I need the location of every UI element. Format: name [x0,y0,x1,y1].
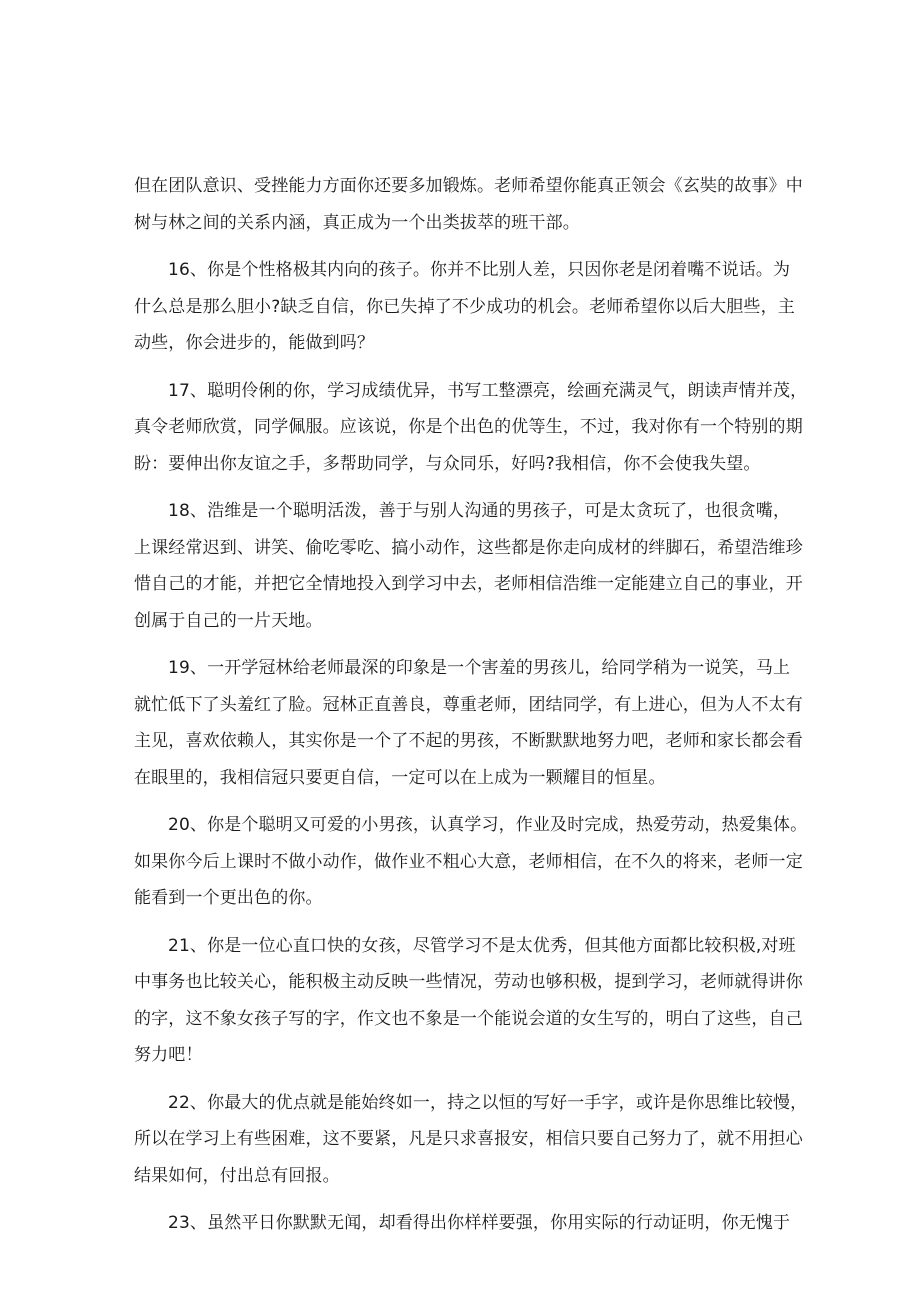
paragraph-comment-16 [134,252,794,362]
text-line: 但在团队意识、受挫能力方面你还要多加锻炼。老师希望你能真正领会《玄奘的故事》中 [134,176,803,196]
text-line: 能看到一个更出色的你。 [134,888,323,908]
text-line: 创属于自己的一片天地。 [134,610,323,631]
text-line: 18、浩维是一个聪明活泼，善于与别人沟通的男孩子，可是太贪玩了，也很贪嘴， [168,501,791,521]
text-line: 23、虽然平日你默默无闻，却看得出你样样要强，你用实际的行动证明，你无愧于 [168,1213,791,1233]
text-line: 动些，你会进步的，能做到吗？ [134,333,375,353]
paragraph-comment-18 [134,493,803,639]
text-line: 所以在学习上有些困难，这不要紧，凡是只求喜报安，相信只要自己努力了，就不用担心 [134,1129,803,1149]
text-line: 主见，喜欢依赖人，其实你是一个了不起的男孩，不断默默地努力吧，老师和家长都会看 [134,731,803,751]
paragraph-comment-17 [134,373,808,483]
text-line: 真令老师欣赏，同学佩服。应该说，你是个出色的优等生，不过，我对你有一个特别的期 [134,417,803,437]
paragraph-comment-23 [134,1205,794,1242]
text-line: 的字，这不象女孩子写的字，作文也不象是一个能说会道的女生写的，明白了这些，自己 [134,1008,803,1029]
text-line: 就忙低下了头羞红了脸。冠林正直善良，尊重老师，团结同学，有上进心，但为人不太有 [134,694,803,715]
text-line: 盼：要伸出你友谊之手，多帮助同学，与众同乐，好吗?我相信，你不会使我失望。 [134,453,761,474]
text-line: 16、你是个性格极其内向的孩子。你并不比别人差，只因你老是闭着嘴不说话。为 [168,260,791,280]
paragraph-comment-20 [134,807,808,917]
text-line: 中事务也比较关心，能积极主动反映一些情况，劳动也够积极，提到学习，老师就得讲你 [134,972,803,992]
paragraph-comment-19 [134,650,803,796]
text-line: 在眼里的，我相信冠只要更自信，一定可以在上成为一颗耀目的恒星。 [134,767,666,788]
text-line: 什么总是那么胆小?缺乏自信，你已失掉了不少成功的机会。老师希望你以后大胆些，主 [134,296,795,317]
text-line: 19、一开学冠林给老师最深的印象是一个害羞的男孩儿，给同学稍为一说笑，马上 [168,658,791,678]
text-line: 22、你最大的优点就是能始终如一，持之以恒的写好一手字，或许是你思维比较慢， [168,1092,808,1113]
text-line: 树与林之间的关系内涵，真正成为一个出类拔萃的班干部。 [134,212,580,233]
text-line: 如果你今后上课时不做小动作，做作业不粗心大意，老师相信，在不久的将来，老师一定 [134,851,803,872]
text-line: 17、聪明伶俐的你，学习成绩优异，书写工整漂亮，绘画充满灵气，朗读声情并茂， [168,380,808,401]
paragraph-comment-21 [134,928,803,1074]
paragraph-continued [134,168,803,241]
text-line: 结果如何，付出总有回报。 [134,1165,340,1186]
text-line: 惜自己的才能，并把它全情地投入到学习中去，老师相信浩维一定能建立自己的事业，开 [134,574,803,594]
paragraph-comment-22 [134,1085,808,1195]
text-line: 上课经常迟到、讲笑、偷吃零吃、搞小动作，这些都是你走向成材的绊脚石，希望浩维珍 [134,537,803,558]
document-page [134,168,808,1253]
text-line: 21、你是一位心直口快的女孩，尽管学习不是太优秀，但其他方面都比较积极,对班 [168,935,796,956]
text-line: 努力吧！ [134,1045,203,1065]
text-line: 20、你是个聪明又可爱的小男孩，认真学习，作业及时完成，热爱劳动，热爱集体。 [168,815,808,835]
